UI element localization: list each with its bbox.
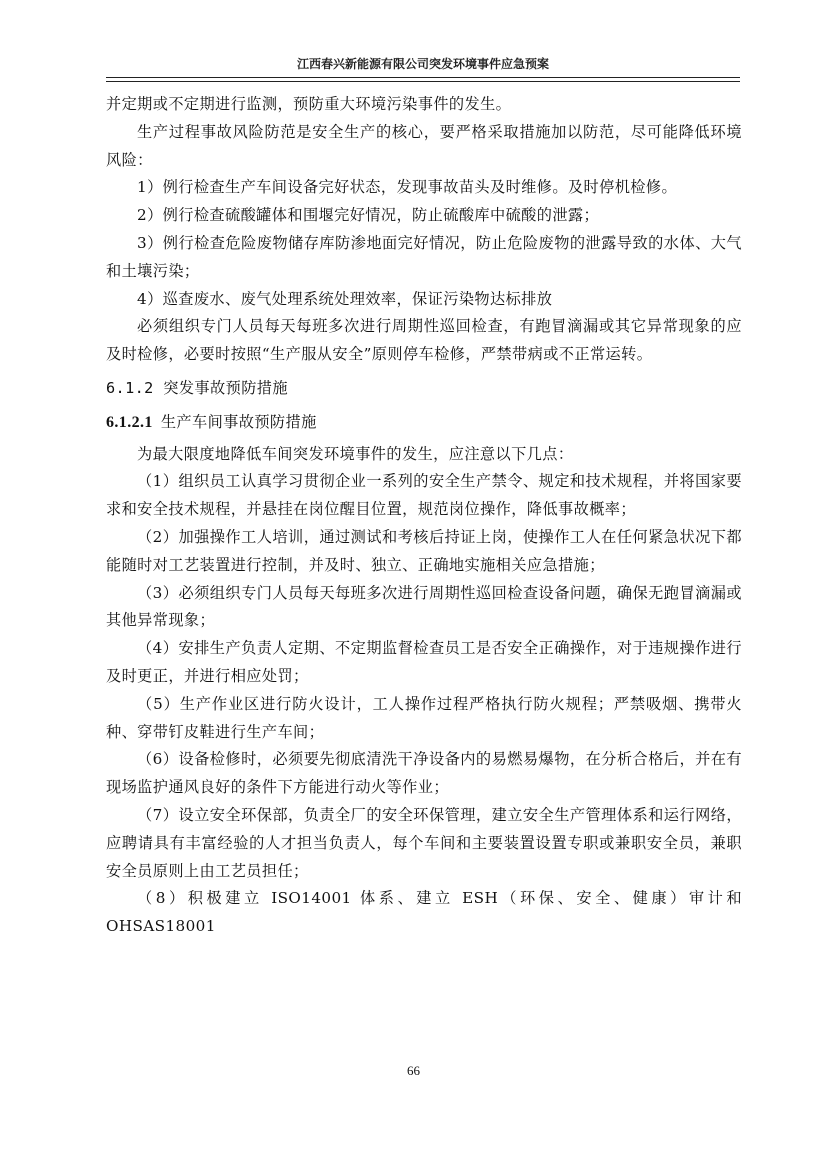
list-item: （5）生产作业区进行防火设计，工人操作过程严格执行防火规程；严禁吸烟、携带火种、穿带钉皮鞋进行生产车间； bbox=[106, 694, 742, 741]
document-header: 江西春兴新能源有限公司突发环境事件应急预案 bbox=[296, 57, 549, 71]
subsection-heading bbox=[106, 409, 742, 437]
list-item: （3）必须组织专门人员每天每班多次进行周期性巡回检查设备问题，确保无跑冒滴漏或其他异常现象； bbox=[106, 583, 742, 630]
list-item: （8）积极建立 ISO14001 体系、建立 ESH（环保、安全、健康）审计和 OHSAS18001 bbox=[106, 889, 742, 936]
header-rule-thick bbox=[106, 77, 740, 78]
paragraph: 并定期或不定期进行监测，预防重大环境污染事件的发生。 bbox=[106, 95, 512, 113]
list-item: （6）设备检修时，必须要先彻底清洗干净设备内的易燃易爆物，在分析合格后，并在有现场监护通风良好的条件下方能进行动火等作业； bbox=[106, 750, 742, 797]
paragraph: 为最大限度地降低车间突发环境事件的发生，应注意以下几点： bbox=[137, 444, 574, 463]
subsection-number: 6.1.2.1 bbox=[106, 413, 153, 431]
section-heading: 6.1.2 突发事故预防措施 bbox=[106, 378, 288, 397]
paragraph: 生产过程事故风险防范是安全生产的核心，要严格采取措施加以防范，尽可能降低环境风险： bbox=[106, 122, 742, 169]
list-item: 2）例行检查硫酸罐体和围堰完好情况，防止硫酸库中硫酸的泄露； bbox=[137, 206, 600, 225]
page-number: 66 bbox=[407, 1063, 420, 1078]
list-item: （1）组织员工认真学习贯彻企业一系列的安全生产禁令、规定和技术规程，并将国家要求和安全技术规程，并悬挂在岗位醒目位置，规范岗位操作，降低事故概率； bbox=[106, 472, 742, 519]
list-item: 1）例行检查生产车间设备完好状态，发现事故苗头及时维修。及时停机检修。 bbox=[137, 178, 678, 197]
list-item: （4）安排生产负责人定期、不定期监督检查员工是否安全正确操作，对于违规操作进行及时更正，并进行相应处罚； bbox=[106, 639, 742, 685]
header-rule-thin bbox=[106, 81, 740, 82]
subsection-title: 生产车间事故预防措施 bbox=[160, 412, 317, 431]
paragraph: 必须组织专门人员每天每班多次进行周期性巡回检查，有跑冒滴漏或其它异常现象的应及时检修，必要时按照“生产服从安全”原则停车检修，严禁带病或不正常运转。 bbox=[106, 317, 742, 364]
list-item: （2）加强操作工人培训，通过测试和考核后持证上岗，使操作工人在任何紧急状况下都能随时对工艺装置进行控制，并及时、独立、正确地实施相关应急措施； bbox=[106, 527, 742, 574]
list-item: （7）设立安全环保部，负责全厂的安全环保管理，建立安全生产管理体系和运行网络，应聘请具有丰富经验的人才担当负责人，每个车间和主要装置设置专职或兼职安全员，兼职安全员原则上由工艺员担任； bbox=[106, 805, 742, 880]
list-item: 4）巡查废水、废气处理系统处理效率，保证污染物达标排放 bbox=[137, 289, 553, 308]
document-body bbox=[106, 91, 742, 941]
list-item: 3）例行检查危险废物储存库防渗地面完好情况，防止危险废物的泄露导致的水体、大气和土壤污染； bbox=[106, 233, 742, 280]
